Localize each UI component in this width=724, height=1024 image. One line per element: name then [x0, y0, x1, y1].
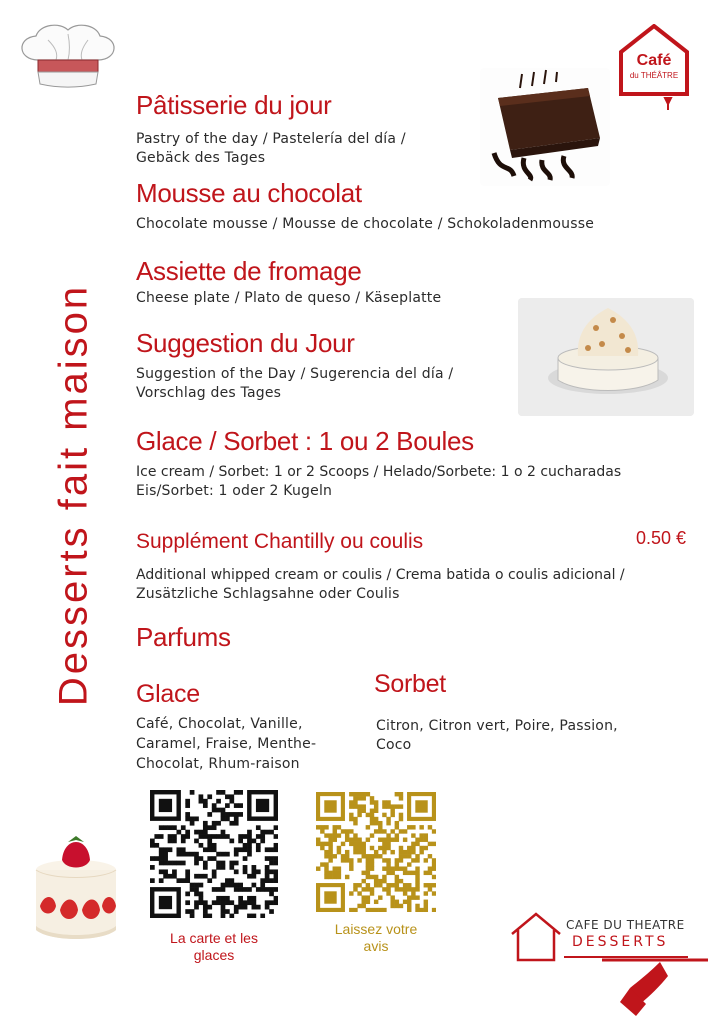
item-desc: Gebäck des Tages [136, 150, 266, 166]
item-desc: Ice cream / Sorbet: 1 or 2 Scoops / Helado/Sorbete: 1 o 2 cucharadas [136, 464, 622, 480]
meringue-dessert-photo [518, 298, 694, 416]
strawberry-cake-icon [30, 830, 122, 950]
parfums-title: Parfums [136, 622, 231, 652]
qr-menu-caption-line1: La carte et les [170, 930, 258, 946]
item-desc: Pastry of the day / Pastelería del día / [136, 131, 406, 147]
qr-code-menu[interactable] [150, 790, 278, 918]
supplement-name: Supplément Chantilly ou coulis [136, 530, 424, 553]
sidebar-title [44, 260, 104, 730]
qr-review-caption-line2: avis [363, 938, 389, 954]
sidebar-title-text: Desserts fait maison [51, 283, 96, 707]
qr-menu-caption [140, 930, 288, 964]
supplement-desc: Additional whipped cream or coulis / Crema batida o coulis adicional / [136, 567, 625, 583]
item-name: Assiette de fromage [136, 256, 362, 286]
footer-logo-line2: DESSERTS [572, 934, 669, 950]
glace-flavors: Caramel, Fraise, Menthe- [136, 736, 317, 752]
glace-title: Glace [136, 680, 200, 708]
item-desc: Cheese plate / Plato de queso / Käseplatte [136, 290, 442, 306]
footer-logo-line1: CAFE DU THEATRE [566, 918, 685, 932]
sorbet-title: Sorbet [374, 670, 446, 698]
chef-hat-icon [8, 20, 128, 90]
qr-code-review[interactable] [316, 792, 436, 912]
logo-line1: Café [636, 52, 672, 69]
item-name: Pâtisserie du jour [136, 90, 332, 120]
item-name: Glace / Sorbet : 1 ou 2 Boules [136, 426, 474, 456]
logo-line2: du THÉÂTRE [629, 71, 679, 80]
item-desc: Chocolate mousse / Mousse de chocolate / Schokoladenmousse [136, 216, 595, 232]
qr-review-caption-line1: Laissez votre [334, 921, 418, 937]
item-desc: Vorschlag des Tages [136, 385, 282, 401]
item-name: Mousse au chocolat [136, 178, 362, 208]
glace-flavors: Café, Chocolat, Vanille, [136, 716, 303, 732]
item-desc: Eis/Sorbet: 1 oder 2 Kugeln [136, 483, 333, 499]
glace-flavors: Chocolat, Rhum-raison [136, 756, 300, 772]
sorbet-flavors: Citron, Citron vert, Poire, Passion, [376, 718, 618, 734]
item-name: Suggestion du Jour [136, 328, 355, 358]
supplement-price: 0.50 € [636, 528, 687, 548]
supplement-desc: Zusätzliche Schlagsahne oder Coulis [136, 586, 400, 602]
sorbet-flavors: Coco [376, 737, 412, 753]
qr-review-caption [306, 921, 446, 955]
item-desc: Suggestion of the Day / Sugerencia del día / [136, 366, 454, 382]
chocolate-cake-photo [480, 68, 610, 186]
waiter-tray-icon [600, 958, 710, 1018]
house-icon [508, 910, 564, 962]
cafe-du-theatre-logo [617, 24, 691, 110]
qr-menu-caption-line2: glaces [193, 947, 235, 963]
